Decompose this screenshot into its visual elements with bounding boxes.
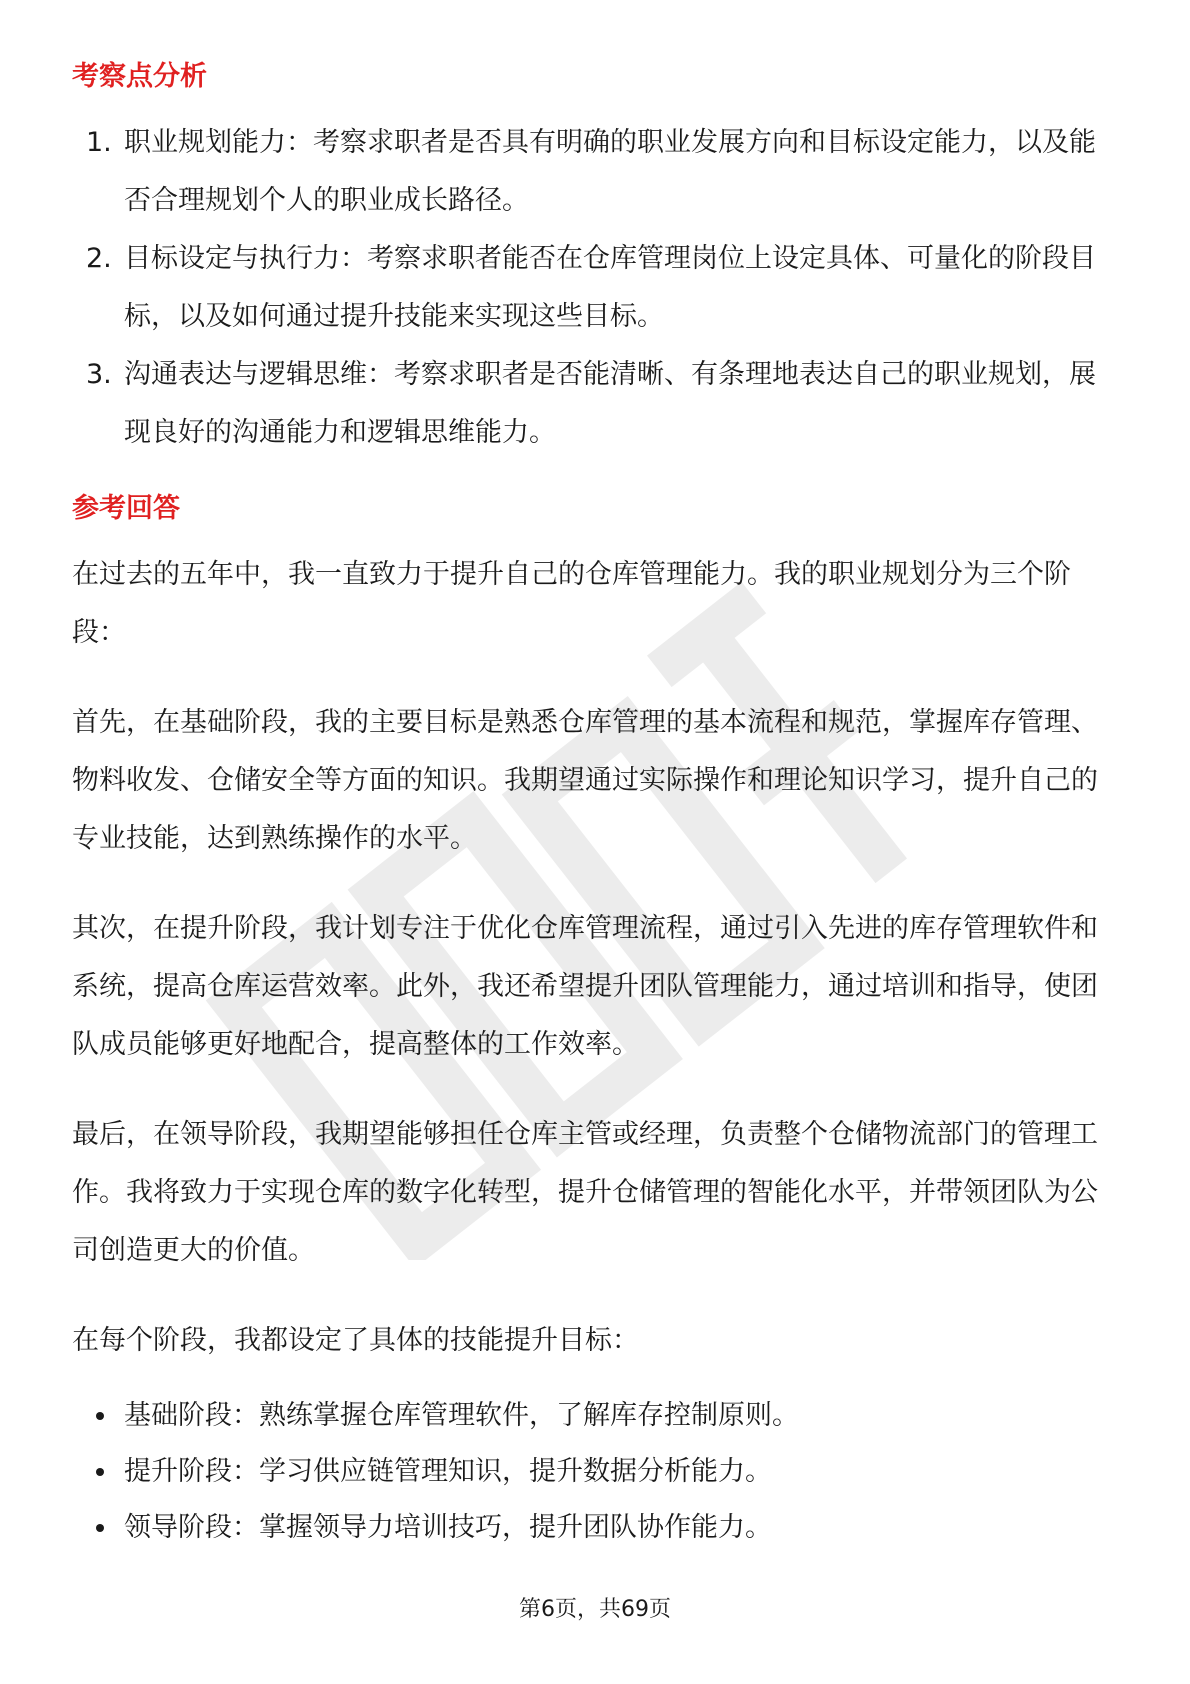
list-item — [72, 114, 1122, 230]
paragraph-intro: 在过去的五年中，我一直致力于提升自己的仓库管理能力。我的职业规划分为三个阶段： — [72, 559, 1071, 648]
page-number-footer: 第6页，共69页 — [519, 1597, 671, 1622]
paragraph-leadership-stage: 最后，在领导阶段，我期望能够担任仓库主管或经理，负责整个仓储物流部门的管理工作。我将致力于实现仓库的数字化转型，提升仓储管理的智能化水平，并带领团队为公司创造更大的价值。 — [72, 1119, 1098, 1266]
bullet-item-text: 基础阶段：熟练掌握仓库管理软件，了解库存控制原则。 — [124, 1400, 799, 1431]
list-item — [72, 346, 1122, 462]
paragraph-improvement-stage: 其次，在提升阶段，我计划专注于优化仓库管理流程，通过引入先进的库存管理软件和系统，提高仓库运营效率。此外，我还希望提升团队管理能力，通过培训和指导，使团队成员能够更好地配合，提高整体的工作效率。 — [72, 913, 1098, 1060]
list-item-number: 2. — [86, 243, 112, 274]
main-content — [72, 40, 1122, 1556]
analysis-list — [72, 114, 1122, 462]
list-item-number: 1. — [86, 127, 112, 158]
list-item-text: 职业规划能力：考察求职者是否具有明确的职业发展方向和目标设定能力，以及能否合理规划个人的职业成长路径。 — [124, 127, 1096, 216]
bullet-item-text: 领导阶段：掌握领导力培训技巧，提升团队协作能力。 — [124, 1512, 772, 1543]
list-item-text: 沟通表达与逻辑思维：考察求职者是否能清晰、有条理地表达自己的职业规划，展现良好的沟通能力和逻辑思维能力。 — [124, 359, 1096, 448]
paragraph-goals-intro: 在每个阶段，我都设定了具体的技能提升目标： — [72, 1325, 639, 1356]
goals-bullet-list — [72, 1388, 1122, 1556]
paragraph-foundation-stage: 首先，在基础阶段，我的主要目标是熟悉仓库管理的基本流程和规范，掌握库存管理、物料收发、仓储安全等方面的知识。我期望通过实际操作和理论知识学习，提升自己的专业技能，达到熟练操作的水平。 — [72, 707, 1098, 854]
bullet-dot-icon — [96, 1468, 104, 1476]
section-heading-reference-answer: 参考回答 — [72, 493, 180, 524]
bullet-item — [72, 1444, 1122, 1500]
bullet-item — [72, 1500, 1122, 1556]
list-item — [72, 230, 1122, 346]
section-heading-analysis: 考察点分析 — [72, 61, 207, 92]
bullet-dot-icon — [96, 1524, 104, 1532]
bullet-dot-icon — [96, 1412, 104, 1420]
list-item-text: 目标设定与执行力：考察求职者能否在仓库管理岗位上设定具体、可量化的阶段目标，以及如何通过提升技能来实现这些目标。 — [124, 243, 1096, 332]
bullet-item-text: 提升阶段：学习供应链管理知识，提升数据分析能力。 — [124, 1456, 772, 1487]
list-item-number: 3. — [86, 359, 112, 390]
bullet-item — [72, 1388, 1122, 1444]
